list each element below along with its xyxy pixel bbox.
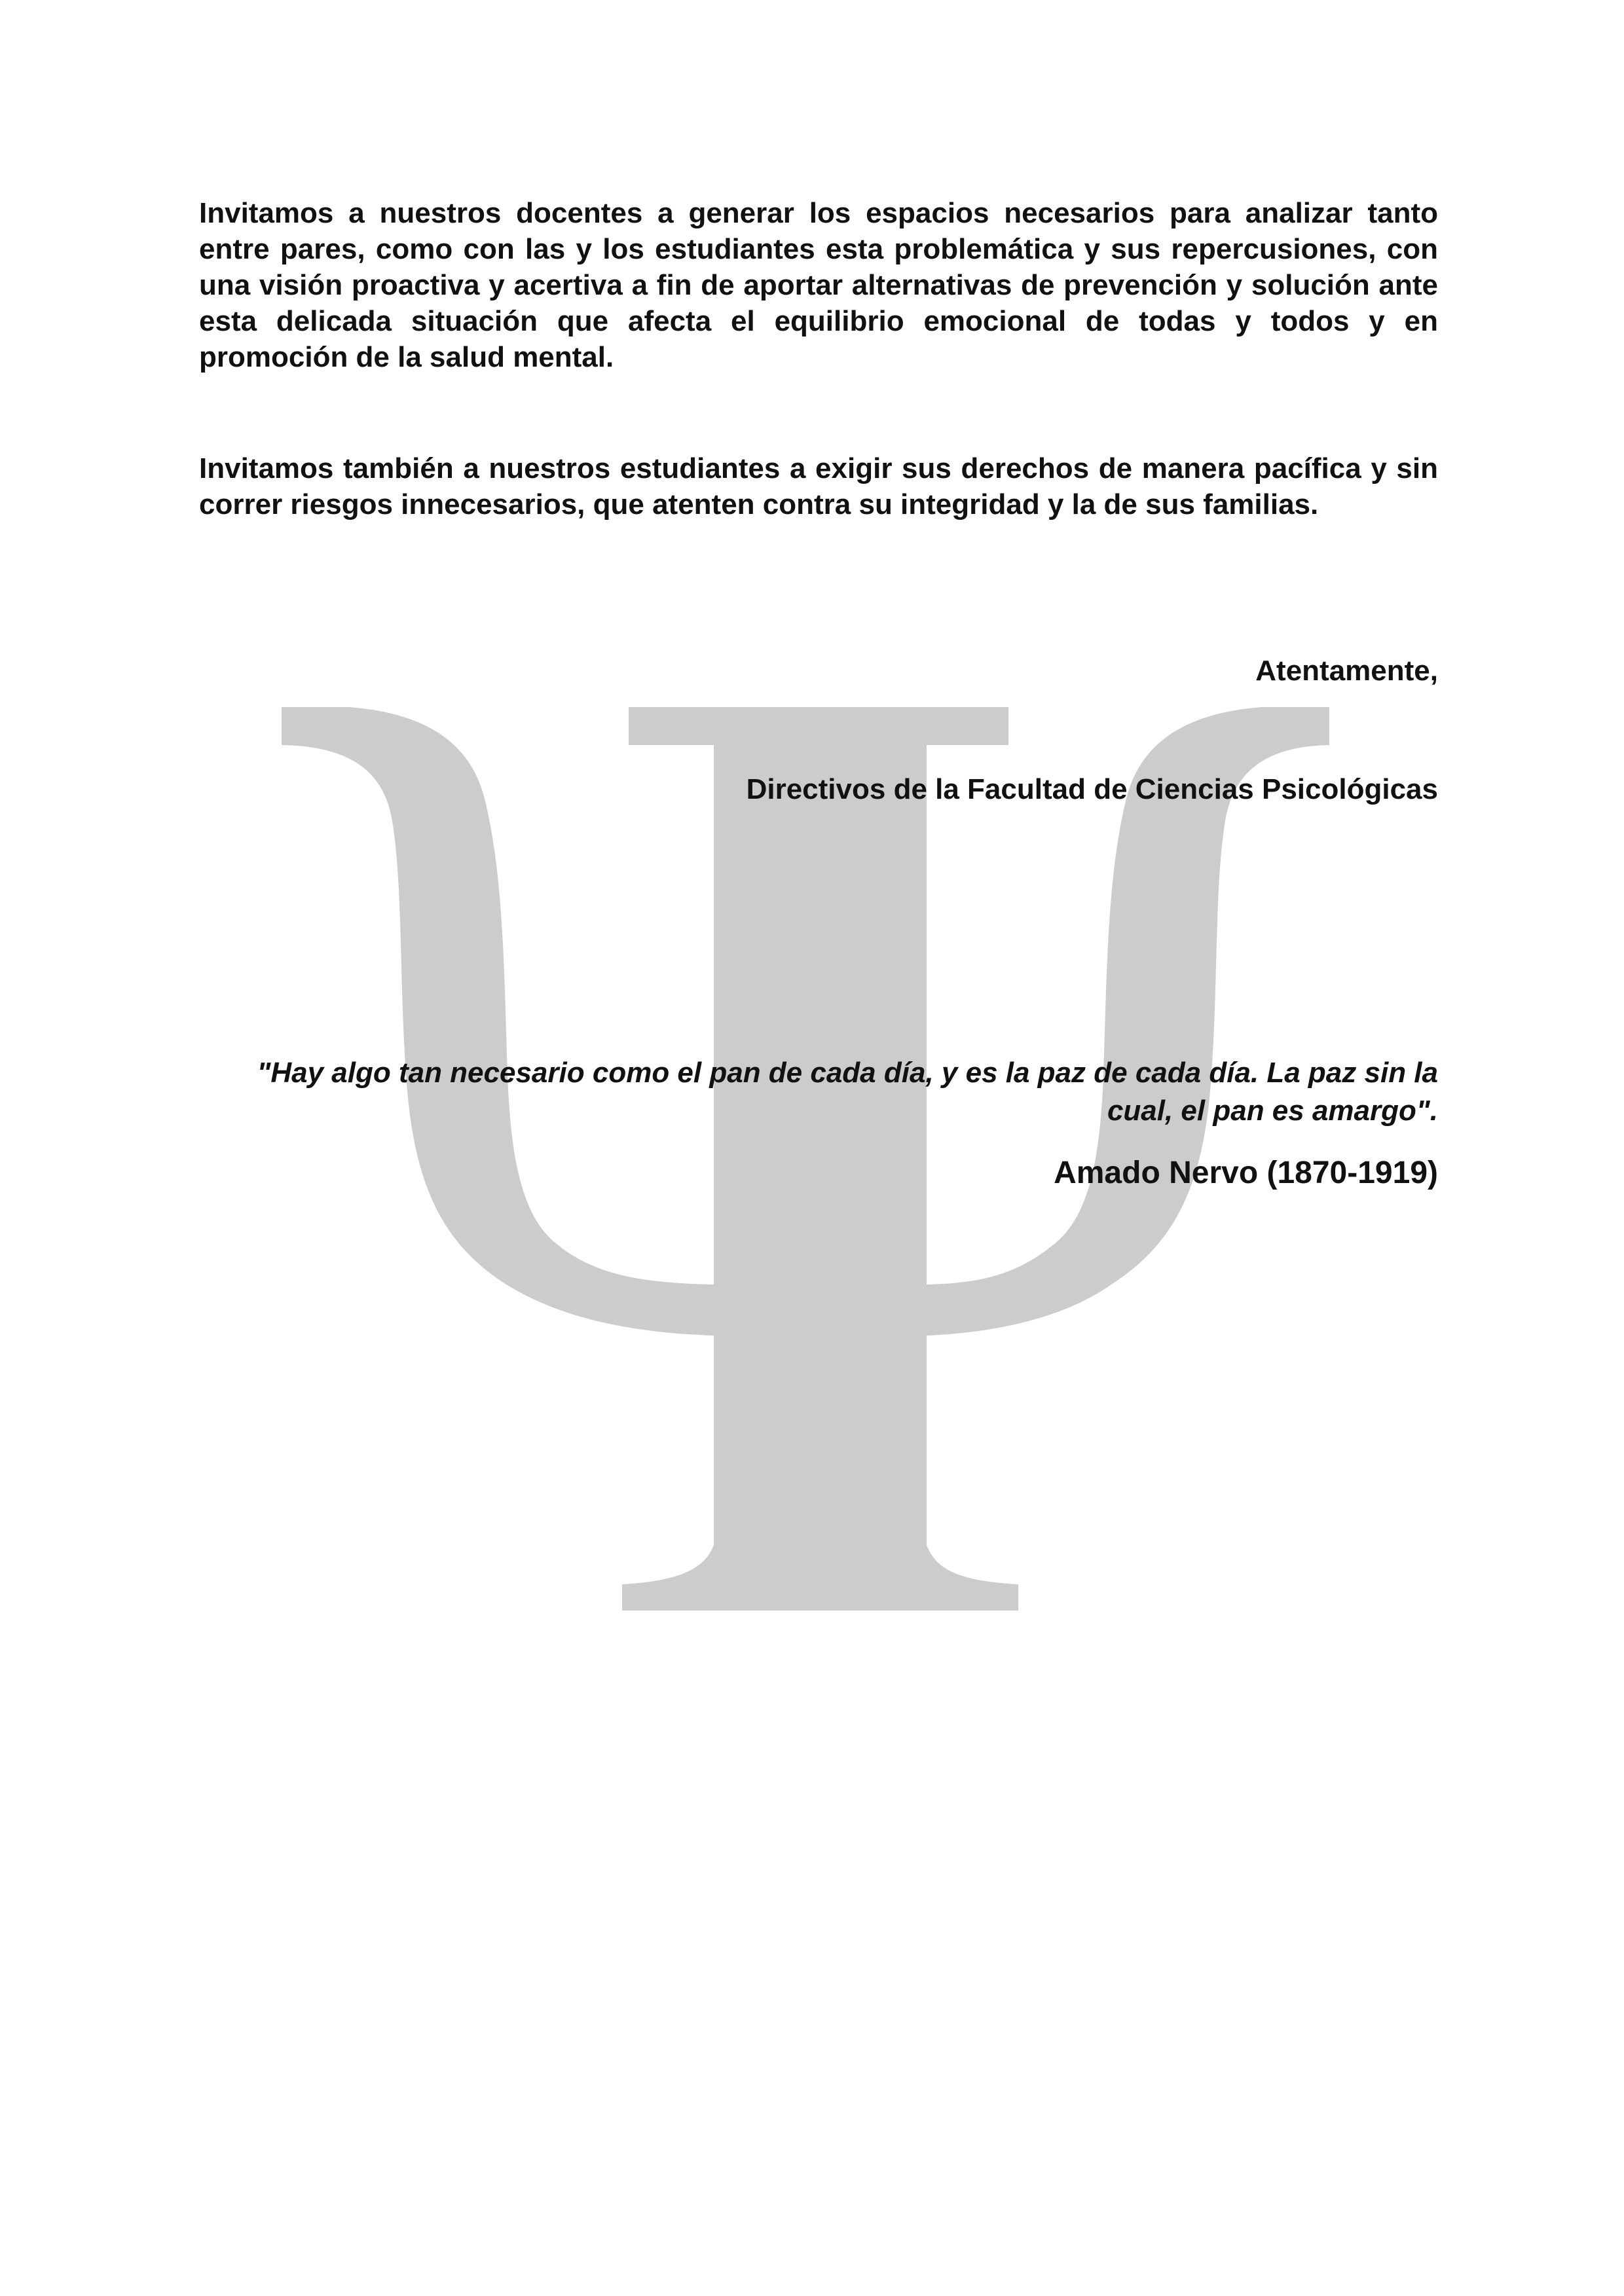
body-paragraph-teachers: Invitamos a nuestros docentes a generar los espacios necesarios para analizar tanto entre pares, como con las y los estudiantes esta problemática y sus repercusiones, con una visión proactiva y acertiva a fin de aportar alternativas de prevención y solución ante esta delicada situación que afecta el equilibrio emocional de todas y todos y en promoción de la salud mental.	[199, 197, 1438, 373]
signature-line: Directivos de la Facultad de Ciencias Psicológicas	[746, 773, 1438, 805]
epigraph-author: Amado Nervo (1870-1919)	[1054, 1156, 1438, 1190]
epigraph-quote: "Hay algo tan necesario como el pan de cada día, y es la paz de cada día. La paz sin la cual, el pan es amargo".	[257, 1057, 1438, 1127]
closing-salutation: Atentamente,	[1255, 655, 1438, 687]
body-paragraph-students: Invitamos también a nuestros estudiantes a exigir sus derechos de manera pacífica y sin correr riesgos innecesarios, que atenten contra su integridad y la de sus familias.	[199, 452, 1438, 520]
